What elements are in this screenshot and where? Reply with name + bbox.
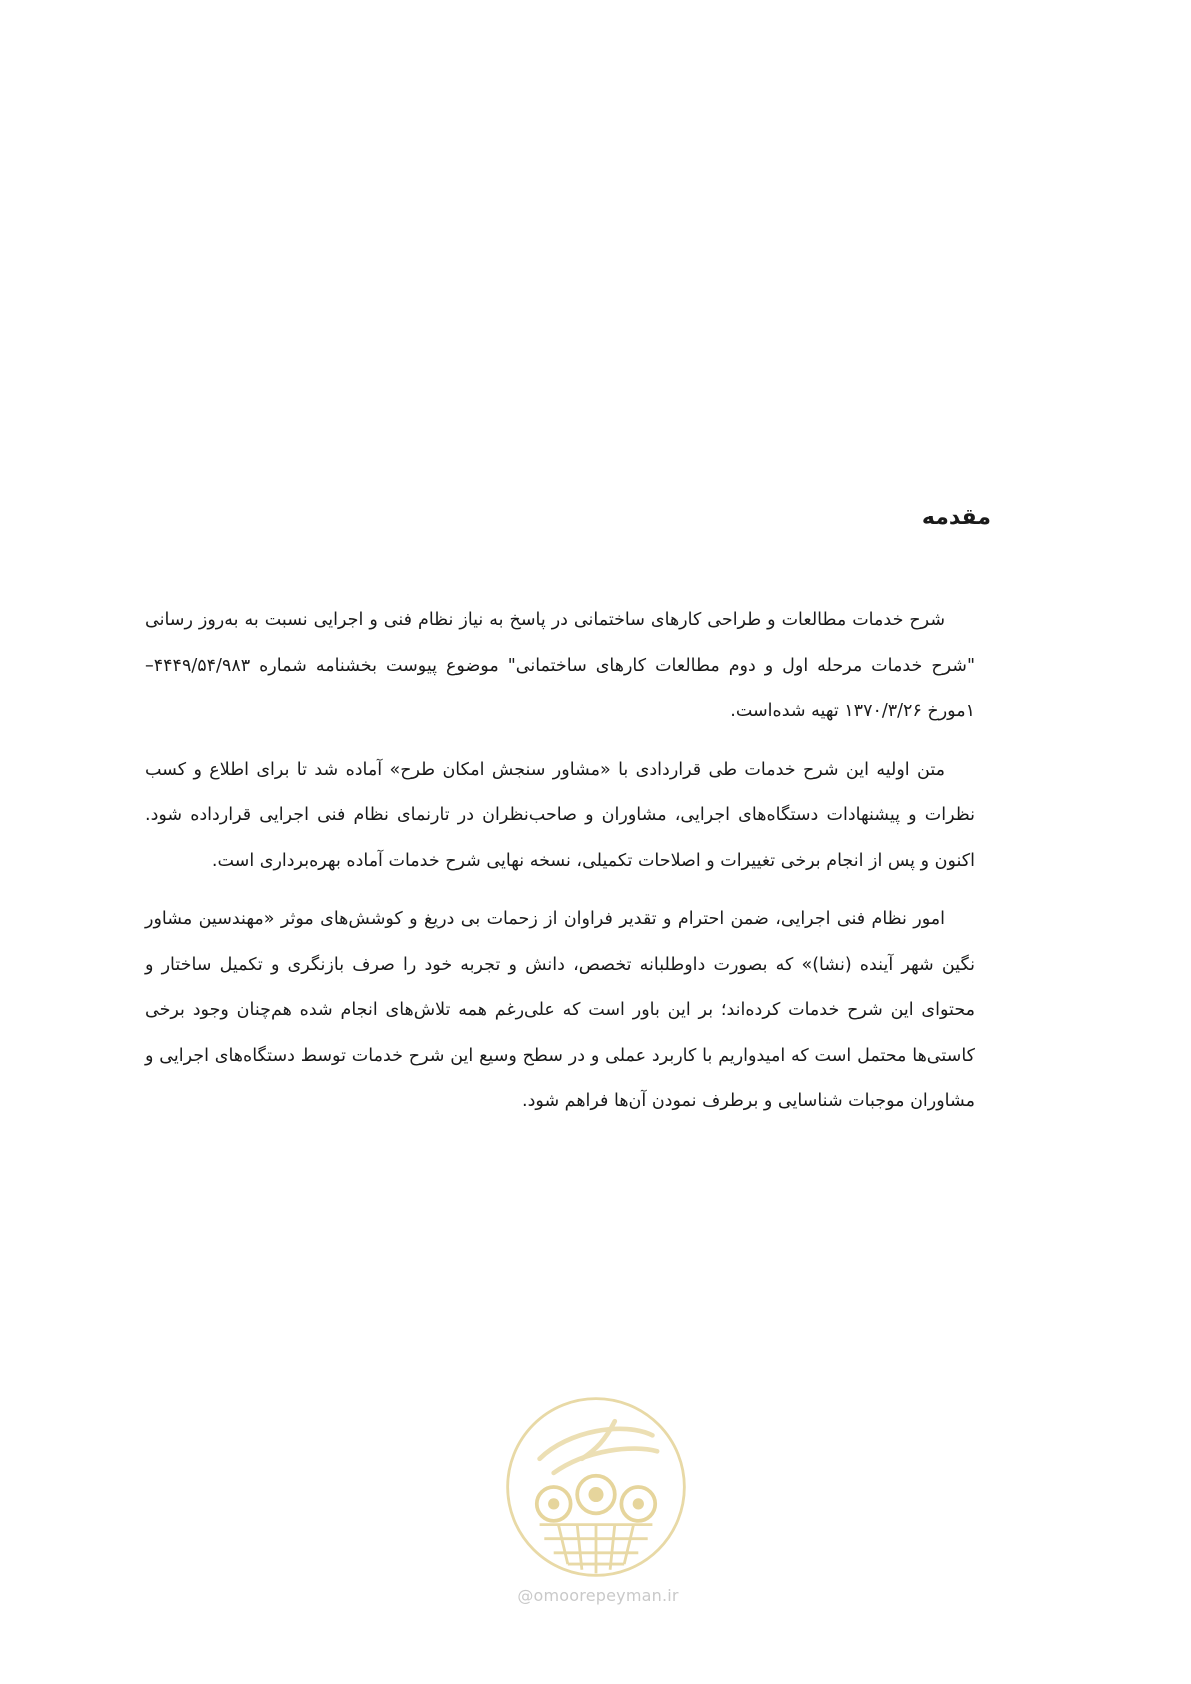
watermark-logo xyxy=(502,1393,690,1581)
watermark-site-url: @omoorepeyman.ir xyxy=(517,1586,679,1605)
paragraph-3: امور نظام فنی اجرایی، ضمن احترام و تقدیر فراوان از زحمات بی دریغ و کوشش‌های موثر «مهندسین مشاور نگین شهر آینده (نشا)» که بصورت داوطلبانه تخصص، دانش و تجربه خود را صرف بازنگری و تکمیل ساختار و محتوای این شرح خدمات کرده‌اند؛ بر این باور است که علی‌رغم همه تلاش‌های انجام شده هم‌چنان وجود برخی کاستی‌ها محتمل است که امیدواریم با کاربرد عملی و در سطح وسیع این شرح خدمات توسط دستگاه‌های اجرایی و مشاوران موجبات شناسایی و برطرف نمودن آن‌ها فراهم شود. xyxy=(145,909,975,1111)
body-text xyxy=(145,598,975,1138)
paragraph-2: متن اولیه این شرح خدمات طی قراردادی با «مشاور سنجش امکان طرح» آماده شد تا برای اطلاع و کسب نظرات و پیشنهادات دستگاه‌های اجرایی، مشاوران و صاحب‌نظران در تارنمای نظام فنی اجرایی قرارداده شود. اکنون و پس از انجام برخی تغییرات و اصلاحات تکمیلی، نسخه نهایی شرح خدمات آماده بهره‌برداری است. xyxy=(145,759,975,871)
watermark-seal-icon xyxy=(502,1393,690,1581)
paragraph-1: شرح خدمات مطالعات و طراحی کارهای ساختمانی در پاسخ به نیاز نظام فنی و اجرایی نسبت به به‌روز رسانی "شرح خدمات مرحله اول و دوم مطالعات کارهای ساختمانی" موضوع پیوست بخشنامه شماره ۴۴۴۹/۵۴/۹۸۳–۱مورخ ۱۳۷۰/۳/۲۶ تهیه شده‌است. xyxy=(145,610,975,721)
page-heading: مقدمه xyxy=(921,505,991,530)
